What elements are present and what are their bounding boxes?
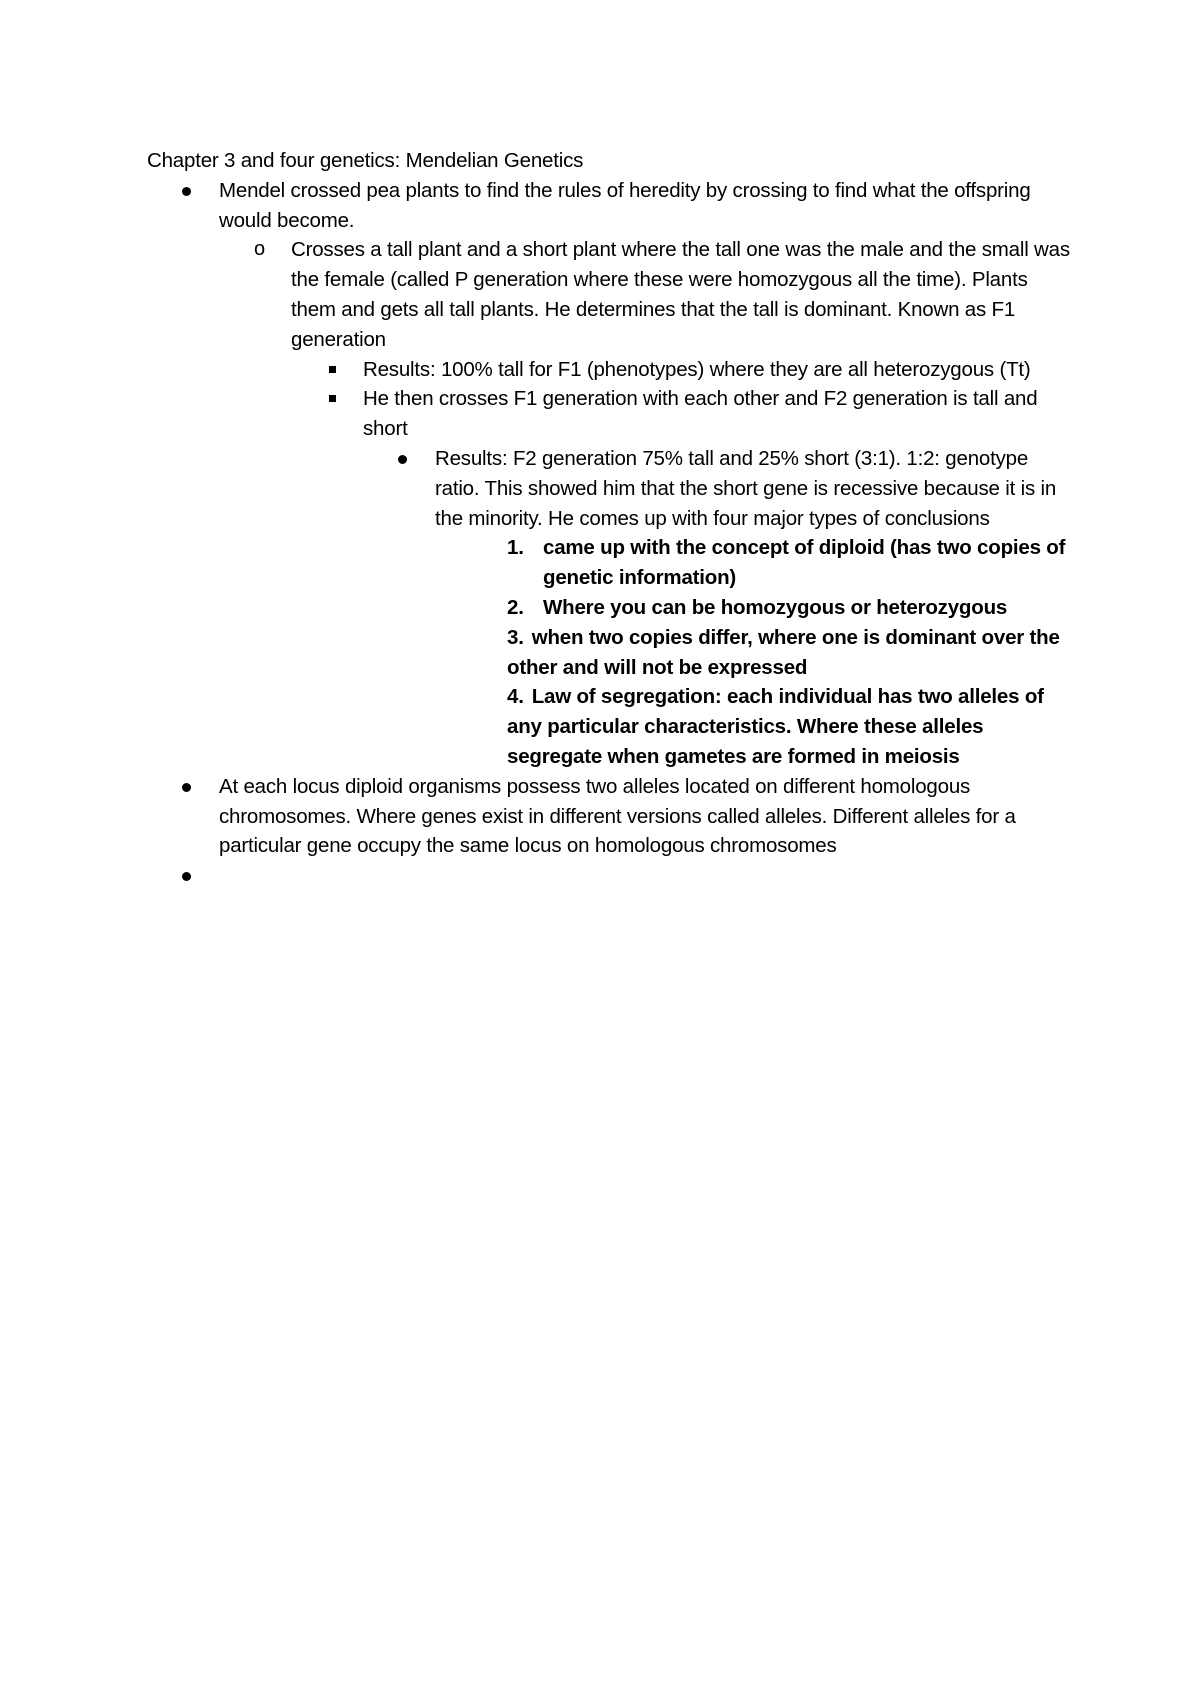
filled-circle-bullet-icon (182, 187, 191, 196)
bullet-text: Mendel crossed pea plants to find the rules of heredity by crossing to find what the offspring would become. (219, 178, 1031, 232)
filled-circle-bullet-icon (182, 783, 191, 792)
conclusions-list (507, 533, 1077, 771)
conclusion-text: when two copies differ, where one is dominant over the other and will not be expressed (507, 625, 1060, 679)
document-body (147, 146, 1077, 891)
level-4-list (363, 444, 1077, 772)
list-number: 1. (507, 536, 524, 560)
hollow-o-bullet-icon: o (254, 238, 265, 261)
conclusion-item (507, 593, 1077, 623)
list-item (219, 235, 1077, 771)
square-bullet-icon (329, 395, 336, 402)
bullet-text: Crosses a tall plant and a short plant where the tall one was the male and the small was the female (called P generation where these were homozygous all the time). Plants them and gets all tall plants. He determines that the tall is dominant. Known as F1 generation (291, 238, 1070, 351)
bullet-text: Results: 100% tall for F1 (phenotypes) where they are all heterozygous (Tt) (363, 357, 1031, 381)
list-item (291, 384, 1077, 771)
list-number: 4. (507, 685, 524, 709)
list-item (147, 176, 1077, 772)
document-title: Chapter 3 and four genetics: Mendelian Genetics (147, 149, 584, 172)
conclusion-item (507, 623, 1077, 683)
conclusion-text: came up with the concept of diploid (has two copies of genetic information) (543, 536, 1066, 590)
list-item (363, 444, 1077, 772)
conclusion-item (507, 682, 1077, 771)
sub-list (219, 235, 1077, 771)
filled-circle-bullet-icon (182, 872, 191, 881)
sub-sub-list (291, 355, 1077, 772)
conclusion-text: Where you can be homozygous or heterozygous (543, 595, 1008, 619)
list-item (291, 355, 1077, 385)
list-item (147, 772, 1077, 861)
conclusion-item (507, 533, 1077, 593)
list-item-empty (147, 861, 1077, 891)
list-number: 3. (507, 625, 524, 649)
bullet-text: At each locus diploid organisms possess two alleles located on different homologous chromosomes. Where genes exist in different versions called alleles. Different alleles for a particular gene occupy the same locus on homologous chromosomes (219, 774, 1016, 858)
bullet-text: Results: F2 generation 75% tall and 25% short (3:1). 1:2: genotype ratio. This showed him that the short gene is recessive because it is in the minority. He comes up with four major types of conclusions (435, 446, 1057, 530)
top-level-list (147, 176, 1077, 891)
list-number: 2. (507, 595, 524, 619)
bullet-text: He then crosses F1 generation with each other and F2 generation is tall and short (363, 387, 1038, 441)
square-bullet-icon (329, 366, 336, 373)
filled-circle-bullet-icon (398, 455, 407, 464)
conclusion-text: Law of segregation: each individual has two alleles of any particular characteristics. Where these alleles segregate when gametes are formed in meiosis (507, 685, 1044, 768)
